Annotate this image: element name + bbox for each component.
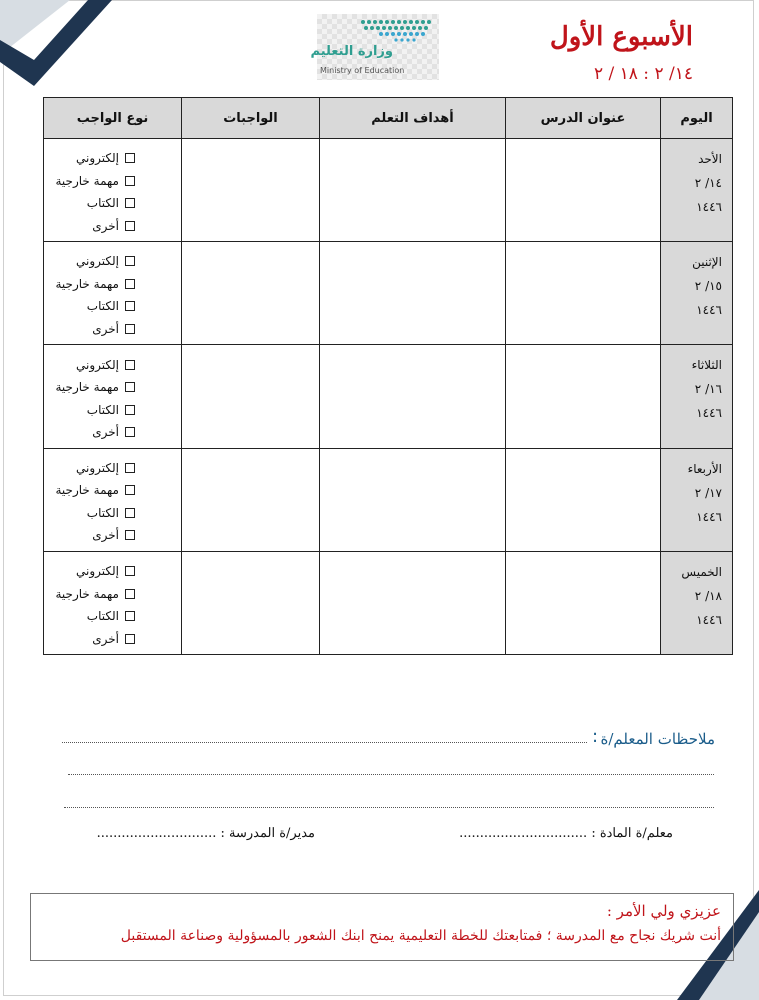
parent-note-box — [30, 893, 734, 961]
day-date: ١٧/ ٢ — [694, 485, 722, 500]
option-label: إلكتروني — [76, 254, 119, 269]
lesson-title-cell[interactable] — [506, 448, 661, 551]
subject-teacher-signature: معلم/ة المادة : ............................... — [459, 826, 673, 841]
option-label: مهمة خارجية — [55, 276, 119, 291]
lesson-title-cell[interactable] — [506, 551, 661, 654]
homework-type-option[interactable] — [44, 627, 181, 650]
day-date: ١٦/ ٢ — [694, 382, 722, 397]
checkbox[interactable] — [125, 153, 135, 163]
teacher-notes-label: ملاحظات المعلم/ة — [600, 730, 715, 748]
day-date: ١٨/ ٢ — [694, 588, 722, 603]
homework-type-option[interactable] — [44, 376, 181, 399]
homework-type-option[interactable] — [44, 273, 181, 296]
option-label: الكتاب — [86, 505, 119, 520]
checkbox[interactable] — [125, 382, 135, 392]
notes-line-1[interactable] — [62, 742, 587, 743]
homework-type-option[interactable] — [44, 295, 181, 318]
day-date: ١٥/ ٢ — [694, 279, 722, 294]
checkbox[interactable] — [125, 256, 135, 266]
option-label: الكتاب — [86, 402, 119, 417]
checkbox[interactable] — [125, 566, 135, 576]
checkbox[interactable] — [125, 360, 135, 370]
homework-type-option[interactable] — [44, 215, 181, 238]
day-year: ١٤٤٦ — [696, 406, 722, 421]
checkbox[interactable] — [125, 530, 135, 540]
homework-type-cell — [44, 448, 182, 551]
option-label: الكتاب — [86, 609, 119, 623]
checkbox[interactable] — [125, 634, 135, 644]
homework-cell[interactable] — [182, 551, 320, 654]
option-label: مهمة خارجية — [55, 586, 119, 601]
day-cell — [661, 448, 733, 551]
homework-cell[interactable] — [182, 242, 320, 345]
header-homework: الواجبات — [182, 98, 320, 139]
table-row — [44, 139, 733, 242]
lesson-title-cell[interactable] — [506, 242, 661, 345]
day-date: ١٤/ ٢ — [694, 176, 722, 190]
day-year: ١٤٤٦ — [696, 200, 722, 214]
checkbox[interactable] — [125, 279, 135, 289]
option-label: مهمة خارجية — [55, 483, 119, 498]
lesson-title-cell[interactable] — [506, 345, 661, 448]
homework-type-option[interactable] — [44, 192, 181, 215]
table-row — [44, 448, 733, 551]
learning-goals-cell[interactable] — [320, 448, 506, 551]
option-label: أخرى — [92, 631, 119, 646]
homework-type-option[interactable] — [44, 398, 181, 421]
homework-type-option[interactable] — [44, 479, 181, 502]
homework-cell[interactable] — [182, 345, 320, 448]
teacher-notes-colon: : — [592, 726, 599, 747]
lesson-title-cell[interactable] — [506, 139, 661, 242]
homework-type-option[interactable] — [44, 170, 181, 193]
learning-goals-cell[interactable] — [320, 242, 506, 345]
header-day: اليوم — [661, 98, 733, 139]
header-learning-goals: أهداف التعلم — [320, 98, 506, 139]
weekly-plan-table — [43, 97, 733, 655]
day-name: الأحد — [698, 152, 722, 166]
option-label: أخرى — [92, 321, 119, 336]
ministry-logo — [310, 14, 439, 80]
day-name: الأربعاء — [687, 461, 722, 476]
homework-cell[interactable] — [182, 448, 320, 551]
checkbox[interactable] — [125, 611, 135, 621]
day-year: ١٤٤٦ — [696, 612, 722, 627]
day-cell — [661, 551, 733, 654]
notes-line-2[interactable] — [68, 774, 714, 775]
homework-cell[interactable] — [182, 139, 320, 242]
option-label: إلكتروني — [76, 460, 119, 475]
homework-type-option[interactable] — [44, 560, 181, 583]
checkbox[interactable] — [125, 176, 135, 186]
checkbox[interactable] — [125, 463, 135, 473]
homework-type-cell — [44, 242, 182, 345]
checkbox[interactable] — [125, 301, 135, 311]
corner-chevron-decoration — [0, 0, 125, 100]
option-label: إلكتروني — [76, 357, 119, 372]
day-name: الإثنين — [692, 255, 722, 270]
homework-type-option[interactable] — [44, 457, 181, 480]
day-name: الخميس — [681, 564, 722, 579]
homework-type-option[interactable] — [44, 502, 181, 525]
header-lesson-title: عنوان الدرس — [506, 98, 661, 139]
parent-note-message: أنت شريك نجاح مع المدرسة ؛ فمتابعتك للخطة التعليمية يمنح ابنك الشعور بالمسؤولية وصناعة المستقبل — [120, 928, 721, 944]
week-title: الأسبوع الأول — [549, 22, 693, 52]
parent-note-title: عزيزي ولي الأمر : — [606, 902, 721, 920]
option-label: الكتاب — [86, 196, 119, 211]
option-label: مهمة خارجية — [55, 380, 119, 395]
homework-type-option[interactable] — [44, 421, 181, 444]
option-label: إلكتروني — [76, 564, 119, 578]
table-row — [44, 242, 733, 345]
homework-type-option[interactable] — [44, 147, 181, 170]
learning-goals-cell[interactable] — [320, 139, 506, 242]
learning-goals-cell[interactable] — [320, 551, 506, 654]
checkbox[interactable] — [125, 405, 135, 415]
checkbox[interactable] — [125, 427, 135, 437]
checkbox[interactable] — [125, 589, 135, 599]
checkbox[interactable] — [125, 221, 135, 231]
option-label: أخرى — [92, 528, 119, 543]
checkbox[interactable] — [125, 198, 135, 208]
day-name: الثلاثاء — [691, 358, 722, 373]
day-year: ١٤٤٦ — [696, 509, 722, 524]
homework-type-option[interactable] — [44, 250, 181, 273]
homework-type-option[interactable] — [44, 318, 181, 341]
day-year: ١٤٤٦ — [696, 303, 722, 318]
header-homework-type: نوع الواجب — [44, 98, 182, 139]
school-principal-signature: مدير/ة المدرسة : ............................. — [96, 826, 315, 841]
homework-type-option[interactable] — [44, 353, 181, 376]
table-row — [44, 551, 733, 654]
logo-dots-icon — [357, 18, 437, 44]
homework-type-option[interactable] — [44, 582, 181, 605]
day-cell — [661, 139, 733, 242]
logo-arabic-text: وزارة التعليم — [310, 44, 393, 59]
checkbox[interactable] — [125, 508, 135, 518]
option-label: مهمة خارجية — [55, 173, 119, 188]
logo-english-text: Ministry of Education — [320, 66, 405, 75]
notes-line-3[interactable] — [64, 807, 714, 808]
option-label: الكتاب — [86, 299, 119, 314]
option-label: أخرى — [92, 425, 119, 440]
option-label: إلكتروني — [76, 151, 119, 166]
table-header-row — [44, 98, 733, 139]
day-cell — [661, 242, 733, 345]
homework-type-cell — [44, 345, 182, 448]
homework-type-cell — [44, 551, 182, 654]
homework-type-cell — [44, 139, 182, 242]
checkbox[interactable] — [125, 324, 135, 334]
week-dates: ١٤/ ٢ : ١٨ / ٢ — [593, 64, 693, 84]
homework-type-option[interactable] — [44, 605, 181, 628]
learning-goals-cell[interactable] — [320, 345, 506, 448]
checkbox[interactable] — [125, 485, 135, 495]
table-row — [44, 345, 733, 448]
option-label: أخرى — [92, 218, 119, 233]
homework-type-option[interactable] — [44, 524, 181, 547]
day-cell — [661, 345, 733, 448]
